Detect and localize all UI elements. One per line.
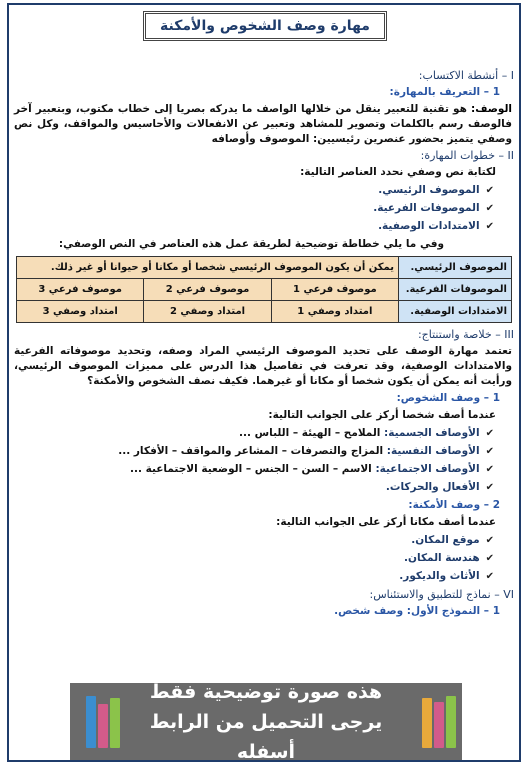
check-icon: ✔ xyxy=(485,535,494,546)
subsection-1-1-heading xyxy=(14,85,500,100)
banner-text xyxy=(126,677,406,767)
table-cell: امتداد وصفي 1 xyxy=(271,301,398,323)
list-item-key: الأوصاف الاجتماعية: xyxy=(375,463,480,475)
check-icon: ✔ xyxy=(485,428,494,439)
list-item-text: الامتدادات الوصفية. xyxy=(378,220,480,232)
places-list xyxy=(14,533,514,584)
definition-text: هو تقنية للتعبير ينقل من خلالها الواصف ما يدركه بصريا إلى خطاب مكتوب، وبتعبير آخر فالوصف رسم بالكلمات وتصوير للمشاهد وتعبير عن الانفعالات والأحاسيس والمواقف، وكل نص وصفي يتميز بحضور عنصرين رئيسيين: الموصوف وأوصافه xyxy=(14,103,512,145)
list-item-text: الموصوف الرئيسي. xyxy=(378,184,480,196)
table-row xyxy=(17,279,512,301)
check-icon: ✔ xyxy=(485,571,494,582)
table-cell: موصوف فرعي 2 xyxy=(144,279,271,301)
table-cell: امتداد وصفي 3 xyxy=(17,301,144,323)
subsection-label: وصف الأمكنة: xyxy=(408,499,481,511)
banner-line-2: يرجى التحميل من الرابط أسفله xyxy=(149,710,383,763)
subsection-3-2-heading xyxy=(14,498,500,513)
document-body xyxy=(14,68,514,619)
check-icon: ✔ xyxy=(485,185,494,196)
check-icon: ✔ xyxy=(485,553,494,564)
subsection-label: وصف الشخوص: xyxy=(396,392,481,404)
row-header: الموصوف الرئيسي. xyxy=(399,257,512,279)
check-icon: ✔ xyxy=(485,203,494,214)
book-spine xyxy=(446,696,456,748)
table-cell: موصوف فرعي 1 xyxy=(271,279,398,301)
elements-table xyxy=(16,256,512,323)
persons-intro: عندما أصف شخصا أركز على الجوانب التالية: xyxy=(268,409,496,421)
subsection-4-1-heading xyxy=(14,604,500,619)
list-item-text: الموصوفات الفرعية. xyxy=(373,202,480,214)
conclusion-paragraph: تعتمد مهارة الوصف على تحديد الموصوف الرئيسي المراد وصفه، وتحديد موصوفاته الفرعية والامتدادات الوصفية، وقد تعرفت في تفاصيل هذا الدرس على مميزات الموصوف الرئيسي، ورأيت أنه يمكن أن يكون شخصا أو مكانا أو غيرهما. فكيف نصف الشخوص والأمكنة؟ xyxy=(14,345,512,387)
section-number: III – xyxy=(495,328,514,341)
list-item xyxy=(14,426,494,441)
section-label: خطوات المهارة: xyxy=(420,149,495,162)
list-item xyxy=(14,551,494,566)
book-spine xyxy=(422,698,432,748)
list-item xyxy=(14,533,494,548)
section-number: II – xyxy=(498,149,514,162)
check-icon: ✔ xyxy=(485,446,494,457)
list-item-text: المزاج والتصرفات – المشاعر والمواقف – الأفكار ... xyxy=(118,445,384,457)
subsection-number: 1 – xyxy=(483,605,500,617)
list-item-key: الأوصاف النفسية: xyxy=(386,445,480,457)
section-1-heading xyxy=(14,68,514,83)
list-item xyxy=(14,219,494,234)
persons-list xyxy=(14,426,514,495)
list-item-text: موقع المكان. xyxy=(411,534,480,546)
table-cell: امتداد وصفي 2 xyxy=(144,301,271,323)
check-icon: ✔ xyxy=(485,464,494,475)
section-2-intro: لكتابة نص وصفي نحدد العناصر التالية: xyxy=(300,166,496,178)
section-4-heading xyxy=(14,587,514,602)
list-item-text: الأثاث والديكور. xyxy=(399,570,480,582)
section-label: نماذج للتطبيق والاستئناس: xyxy=(369,588,491,601)
row-header: الموصوفات الفرعية. xyxy=(399,279,512,301)
check-icon: ✔ xyxy=(485,221,494,232)
elements-list xyxy=(14,183,514,234)
list-item xyxy=(14,201,494,216)
subsection-number: 2 – xyxy=(483,499,500,511)
books-icon xyxy=(70,692,126,752)
books-icon xyxy=(406,692,462,752)
definition-key: الوصف: xyxy=(471,103,513,115)
list-item xyxy=(14,183,494,198)
subsection-label: التعريف بالمهارة: xyxy=(389,86,481,98)
title-text: مهارة وصف الشخوص والأمكنة xyxy=(160,18,370,34)
list-item xyxy=(14,480,494,495)
list-item xyxy=(14,569,494,584)
section-number: VI – xyxy=(494,588,514,601)
list-item-text: هندسة المكان. xyxy=(404,552,480,564)
subsection-number: 1 – xyxy=(483,392,500,404)
page-title xyxy=(143,11,387,41)
list-item-text: الاسم – السن – الجنس – الوضعية الاجتماعية ... xyxy=(129,463,372,475)
subsection-number: 1 – xyxy=(483,86,500,98)
list-item xyxy=(14,462,494,477)
definition-paragraph xyxy=(14,102,512,147)
table-row xyxy=(17,257,512,279)
subsection-label: النموذج الأول: وصف شخص. xyxy=(334,605,481,617)
subsection-3-1-heading xyxy=(14,391,500,406)
list-item xyxy=(14,444,494,459)
book-spine xyxy=(86,696,96,748)
book-spine xyxy=(110,698,120,748)
list-item-key: الأوصاف الجسمية: xyxy=(384,427,480,439)
section-3-heading xyxy=(14,327,514,342)
places-intro: عندما أصف مكانا أركز على الجوانب التالية: xyxy=(276,516,496,528)
book-spine xyxy=(434,702,444,748)
banner-line-1: هذه صورة توضيحية فقط xyxy=(149,680,383,703)
section-number: I – xyxy=(501,69,514,82)
section-label: خلاصة واستنتاج: xyxy=(417,328,492,341)
list-item-key: الأفعال والحركات. xyxy=(385,481,480,493)
section-label: أنشطة الاكتساب: xyxy=(418,69,499,82)
book-spine xyxy=(98,704,108,748)
table-cell: يمكن أن يكون الموصوف الرئيسي شخصا أو مكانا أو حيوانا أو غير ذلك. xyxy=(17,257,399,279)
list-item-text: الملامح – الهيئة – اللباس ... xyxy=(239,427,381,439)
table-cell: موصوف فرعي 3 xyxy=(17,279,144,301)
section-2-heading xyxy=(14,148,514,163)
check-icon: ✔ xyxy=(485,482,494,493)
download-banner[interactable] xyxy=(70,680,462,763)
plan-intro: وفي ما يلي خطاطة توضيحية لطريقة عمل هذه العناصر في النص الوصفي: xyxy=(58,238,444,250)
table-row xyxy=(17,301,512,323)
row-header: الامتدادات الوصفية. xyxy=(399,301,512,323)
